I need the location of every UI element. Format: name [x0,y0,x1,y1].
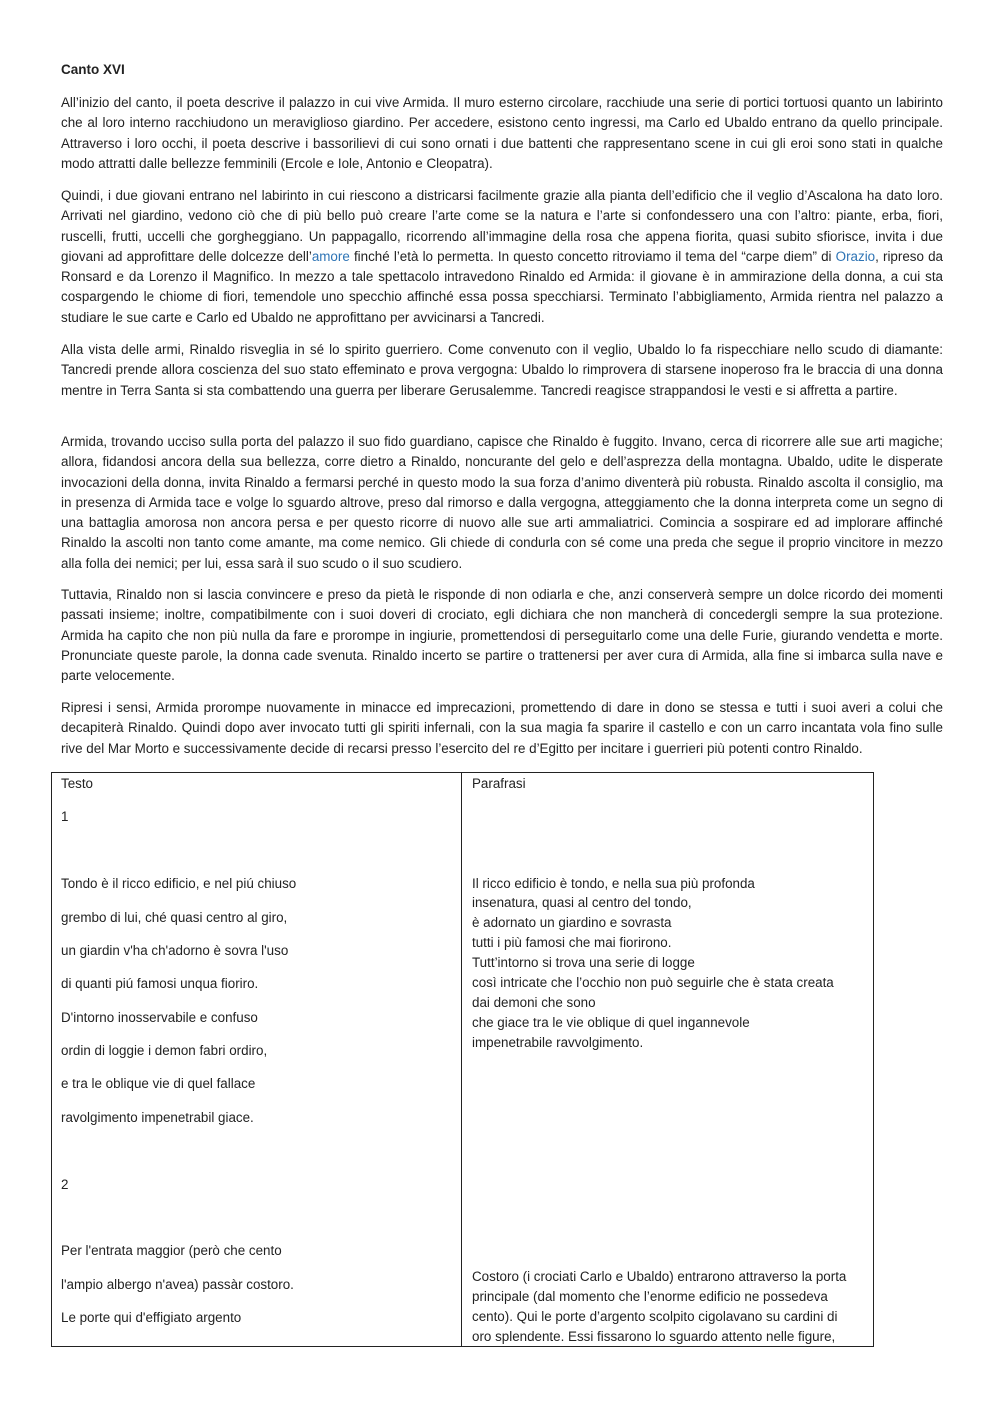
verse-line: D'intorno inosservabile e confuso [61,1010,258,1025]
bold-word: bellezza [266,454,316,470]
verse-line: l'ampio albergo n'avea) passàr costoro. [61,1277,294,1292]
stanza-number: 2 [61,1177,69,1192]
paragraph-text: , ripreso da Ronsard e da Lorenzo il Magnifico. In mezzo a tale spettacolo intravedono Rinaldo ed Armida: il giovane è in ammirazione della donna, a cui sta cospargendo le chiome di fiori, temendole uno specchio affinché essa possa specchiarsi. Terminato l’abbigliamento, Armida rientra nel palazzo a studiare le sue carte e Carlo ed Ubaldo ne approfittano per avvicinarsi a Tancredi. [61,248,943,325]
stanza-number: 1 [61,809,69,824]
verse-line: Tondo è il ricco edificio, e nel piú chiuso [61,876,297,891]
link-orazio[interactable]: Orazio [835,248,876,264]
paragraph-text: , corre dietro a Rinaldo, noncurante del gelo e dell’asprezza della montagna. Ubaldo, udite le disperate invocazioni della donna, invita Rinaldo a fermarsi perché in questo modo la sua forza d’animo diventerà più robusta. Rinaldo ascolta il consiglio, ma in presenza di Armida tace e volge lo sguardo altrove, preso dal rimorso e dalla vergogna, atteggiamento che la donna interpreta come un segno di una battaglia amorosa non ancora persa e per questo ricorre di nuovo alle sue arti ammaliatrici. Comincia a sospirare ed ad implorare affinché Rinaldo la ascolti non tanto come amante, ma come nemico. Gli chiede di condurla con sé come una preda che segue il proprio vincitore in mezzo alla folla dei nemici; per lui, essa sarà il suo scudo o il suo scudiero. [61,454,943,571]
verse-line: un giardin v'ha ch'adorno è sovra l'uso [61,943,289,958]
paragraph-intro: All’inizio del canto, il poeta descrive il palazzo in cui vive Armida. Il muro esterno circolare, racchiude una serie di portici tortuosi quanto un labirinto che al loro interno racchiudono un meraviglioso giardino. Per accedere, esistono cento ingressi, ma Carlo ed Ubaldo entrano da quello principale. Attraverso i loro occhi, il poeta descrive i bassorilievi di cui sono ornati i due battenti che rappresentano scene in cui gli eroi sono stati in qualche modo attratti dalle bellezze femminili (Ercole e Iole, Antonio e Cleopatra). [61,95,943,171]
verse-line: grembo di lui, ché quasi centro al giro, [61,910,288,925]
verse-line: e tra le oblique vie di quel fallace [61,1076,256,1091]
paragraph-text: Quindi, i due giovani entrano nel labirinto in cui riescono a districarsi facilmente grazie alla pianta dell’edificio che il veglio d’Ascalona ha dato loro. Arrivati nel giardino, vedono ciò che di più bello può creare l’arte come se la natura e l’arte si confondessero una con l’altro: piante, erba, fiori, ruscelli, frutti, uccelli che gorgheggiano. Un pappagallo, ricorrendo all’immagine della rosa che appena fiorita, quasi subito sfiorisce, invita i due giovani ad approfittare delle dolcezze dell’ [61,188,943,264]
text-paraphrase-table [51,772,874,1347]
paraphrase-line: Il ricco edificio è tondo, e nella sua più profonda [472,876,755,891]
paraphrase-line: impenetrabile ravvolgimento. [472,1035,644,1050]
paragraph-text: finché l’età lo permetta. In questo concetto ritroviamo il tema del “carpe diem” di [349,248,836,264]
paragraph-armida-revenge: Ripresi i sensi, Armida prorompe nuovamente in minacce ed imprecazioni, promettendo di dare in dono se stessa e tutti i suoi averi a colui che decapiterà Rinaldo. Quindi dopo aver invocato tutti gli spiriti infernali, con la sua magia fa sparire il castello e con un carro incantata vola fino sulle rive del Mar Morto e successivamente decide di recarsi presso l’esercito del re d’Egitto per incitare i guerrieri più potenti contro Rinaldo. [61,700,943,756]
paraphrase-line: tutti i più famosi che mai fiorirono. [472,935,672,950]
paraphrase-line: dai demoni che sono [472,995,596,1010]
verse-line: ordin di loggie i demon fabri ordiro, [61,1043,268,1058]
verse-line: di quanti piú famosi unqua fioriro. [61,976,259,991]
paraphrase-line: Costoro (i crociati Carlo e Ubaldo) entrarono attraverso la porta [472,1269,847,1284]
table-header-testo: Testo [61,776,94,791]
paragraph-armida-pursuit [61,432,943,574]
paraphrase-line: che giace tra le vie oblique di quel ingannevole [472,1015,750,1030]
table-column-divider [461,772,462,1347]
paraphrase-line: Tutt’intorno si trova una serie di logge [472,955,695,970]
paragraph-text: Armida, trovando ucciso sulla porta del palazzo il suo fido guardiano, capisce che Rinaldo è fuggito. Invano, cerca di ricorrere alle sue arti magiche; allora, fidandosi ancora della sua [61,434,943,470]
paraphrase-line: oro splendente. Essi fissarono lo sguardo attento nelle figure, [472,1329,836,1344]
paragraph-labyrinth [61,186,943,328]
verse-line: ravolgimento impenetrabil giace. [61,1110,254,1125]
link-amore[interactable]: amore [311,248,350,264]
table-header-parafrasi: Parafrasi [472,776,526,791]
verse-line: Le porte qui d'effigiato argento [61,1310,242,1325]
verse-line: Per l'entrata maggior (però che cento [61,1243,282,1258]
paraphrase-line: così intricate che l’occhio non può seguirle che è stata creata [472,975,834,990]
paragraph-rinaldo-refusal: Tuttavia, Rinaldo non si lascia convincere e preso da pietà le risponde di non odiarla e che, anzi conserverà sempre un dolce ricordo dei momenti passati insieme; inoltre, compatibilmente con i suoi doveri di crociato, egli dichiara che non mancherà di concedergli sempre la sua protezione. Armida ha capito che non più nulla da fare e prorompe in ingiurie, promettendosi di perseguitarlo come una delle Furie, giurando vendetta e morte. Pronunciate queste parole, la donna cade svenuta. Rinaldo incerto se partire o trattenersi per aver cura di Armida, alla fine si imbarca sulla nave e parte velocemente. [61,587,943,684]
paraphrase-line: insenatura, quasi al centro del tondo, [472,895,692,910]
paragraph-shield: Alla vista delle armi, Rinaldo risveglia in sé lo spirito guerriero. Come convenuto con il veglio, Ubaldo lo fa rispecchiare nello scudo di diamante: Tancredi prende allora coscienza del suo stato effeminato e prova vergogna: Ubaldo lo rimprovera di starsene inoperoso fra le braccia di una donna mentre in Terra Santa si sta combattendo una guerra per liberare Gerusalemme. Tancredi reagisce strappandosi le vesti e si affretta a partire. [61,342,943,398]
paraphrase-line: è adornato un giardino e sovrasta [472,915,672,930]
paraphrase-line: principale (dal momento che l’enorme edificio ne possedeva [472,1289,828,1304]
canto-title: Canto XVI [61,62,125,77]
paraphrase-line: cento). Qui le porte d’argento scolpito cigolavano su cardini di [472,1309,838,1324]
